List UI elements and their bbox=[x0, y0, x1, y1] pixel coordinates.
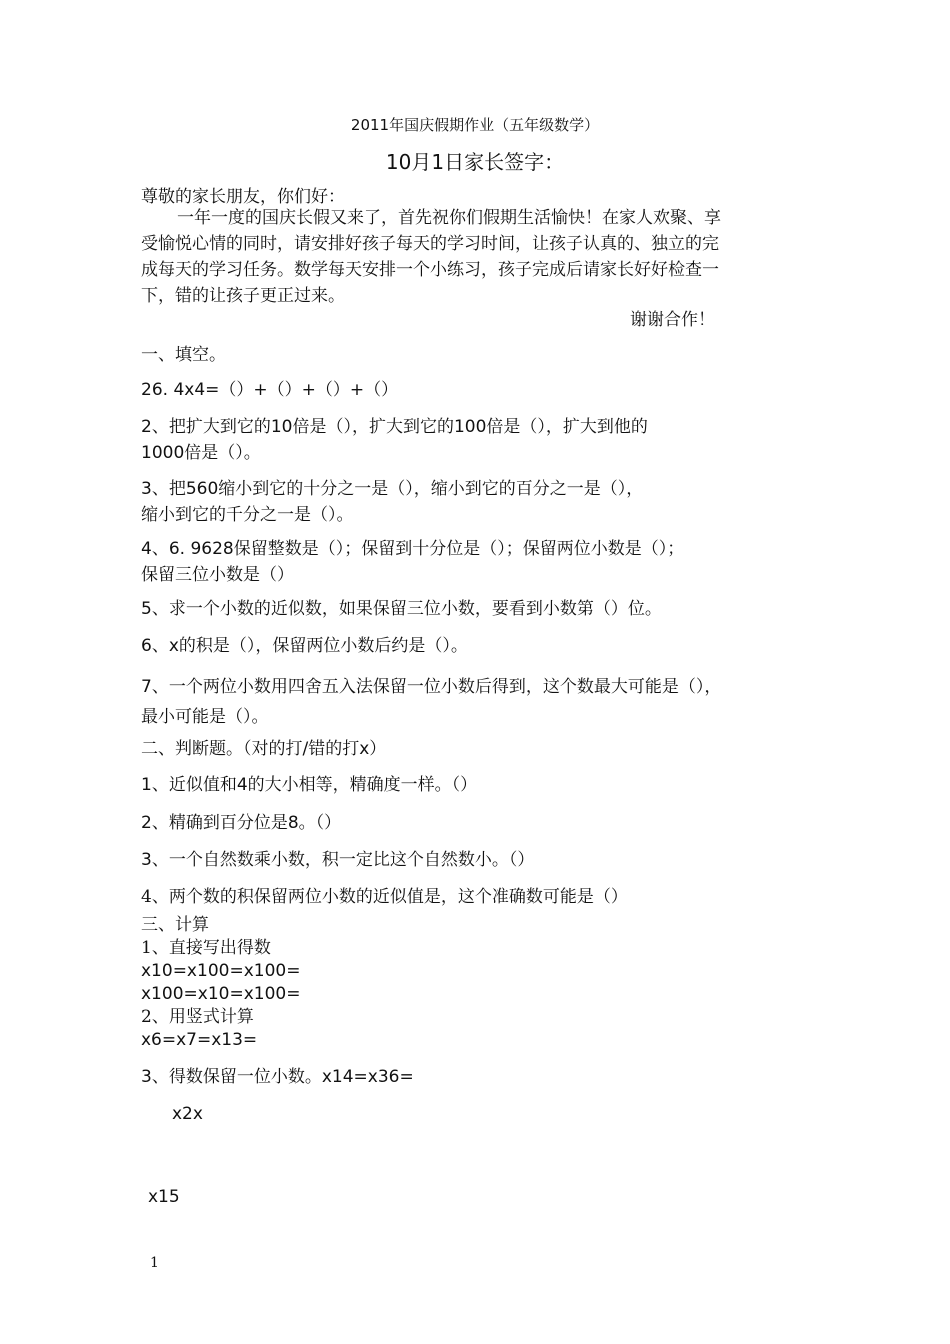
fill-question-4: 4、6. 9628保留整数是（）；保留到十分位是（）；保留两位小数是（）； 保留三位小数是（） bbox=[141, 539, 685, 585]
letter-thanks: 谢谢合作！ bbox=[630, 310, 715, 330]
calc-row-1: x10=x100=x100= bbox=[141, 961, 301, 981]
calc-extra-2: x15 bbox=[148, 1187, 180, 1202]
fill-question-7: 7、一个两位小数用四舍五入法保留一位小数后得到，这个数最大可能是（）， 最小可能是（）。 bbox=[141, 677, 722, 727]
fill-question-5: 5、求一个小数的近似数，如果保留三位小数，要看到小数第（）位。 bbox=[141, 599, 662, 619]
section3-heading: 三、计算 bbox=[141, 915, 209, 935]
judge-question-1: 1、近似值和4的大小相等，精确度一样。（） bbox=[141, 775, 478, 795]
calc-subheading-3: 3、得数保留一位小数。x14=x36= bbox=[141, 1067, 414, 1087]
calc-row-3: x6=x7=x13= bbox=[141, 1030, 258, 1050]
calc-extra-1: x2x bbox=[172, 1104, 203, 1124]
fill-question-1: 26. 4x4=（）+（）+（）+（） bbox=[141, 380, 399, 400]
fill-question-3: 3、把560缩小到它的十分之一是（），缩小到它的百分之一是（）， 缩小到它的千分之一是（）。 bbox=[141, 479, 644, 525]
calc-subheading-1: 1、直接写出得数 bbox=[141, 938, 271, 958]
letter-line: 成每天的学习任务。数学每天安排一个小练习，孩子完成后请家长好好检查一 bbox=[141, 260, 719, 280]
calc-subheading-2: 2、用竖式计算 bbox=[141, 1007, 254, 1027]
page-number: 1 bbox=[150, 1255, 159, 1271]
document-title: 2011年国庆假期作业（五年级数学） bbox=[350, 116, 600, 134]
judge-question-4: 4、两个数的积保留两位小数的近似值是，这个准确数可能是（） bbox=[141, 887, 628, 907]
letter-line: 受愉悦心情的同时，请安排好孩子每天的学习时间，让孩子认真的、独立的完 bbox=[141, 234, 719, 254]
fill-question-6: 6、x的积是（），保留两位小数后约是（）。 bbox=[141, 636, 468, 656]
section2-heading: 二、判断题。（对的打/错的打x） bbox=[141, 739, 387, 759]
judge-question-3: 3、一个自然数乘小数，积一定比这个自然数小。（） bbox=[141, 850, 535, 870]
letter-greeting: 尊敬的家长朋友，你们好： bbox=[141, 187, 345, 207]
judge-question-2: 2、精确到百分位是8。（） bbox=[141, 813, 342, 833]
letter-line: 下，错的让孩子更正过来。 bbox=[141, 286, 345, 306]
fill-question-2: 2、把扩大到它的10倍是（），扩大到它的100倍是（），扩大到他的 1000倍是（）。 bbox=[141, 417, 648, 463]
parent-signature-line: 10月1日家长签字： bbox=[385, 150, 565, 174]
letter-body bbox=[141, 205, 813, 309]
calc-row-2: x100=x10=x100= bbox=[141, 984, 301, 1004]
section1-heading: 一、填空。 bbox=[141, 345, 226, 365]
letter-line: 一年一度的国庆长假又来了，首先祝你们假期生活愉快！在家人欢聚、享 bbox=[177, 208, 721, 228]
